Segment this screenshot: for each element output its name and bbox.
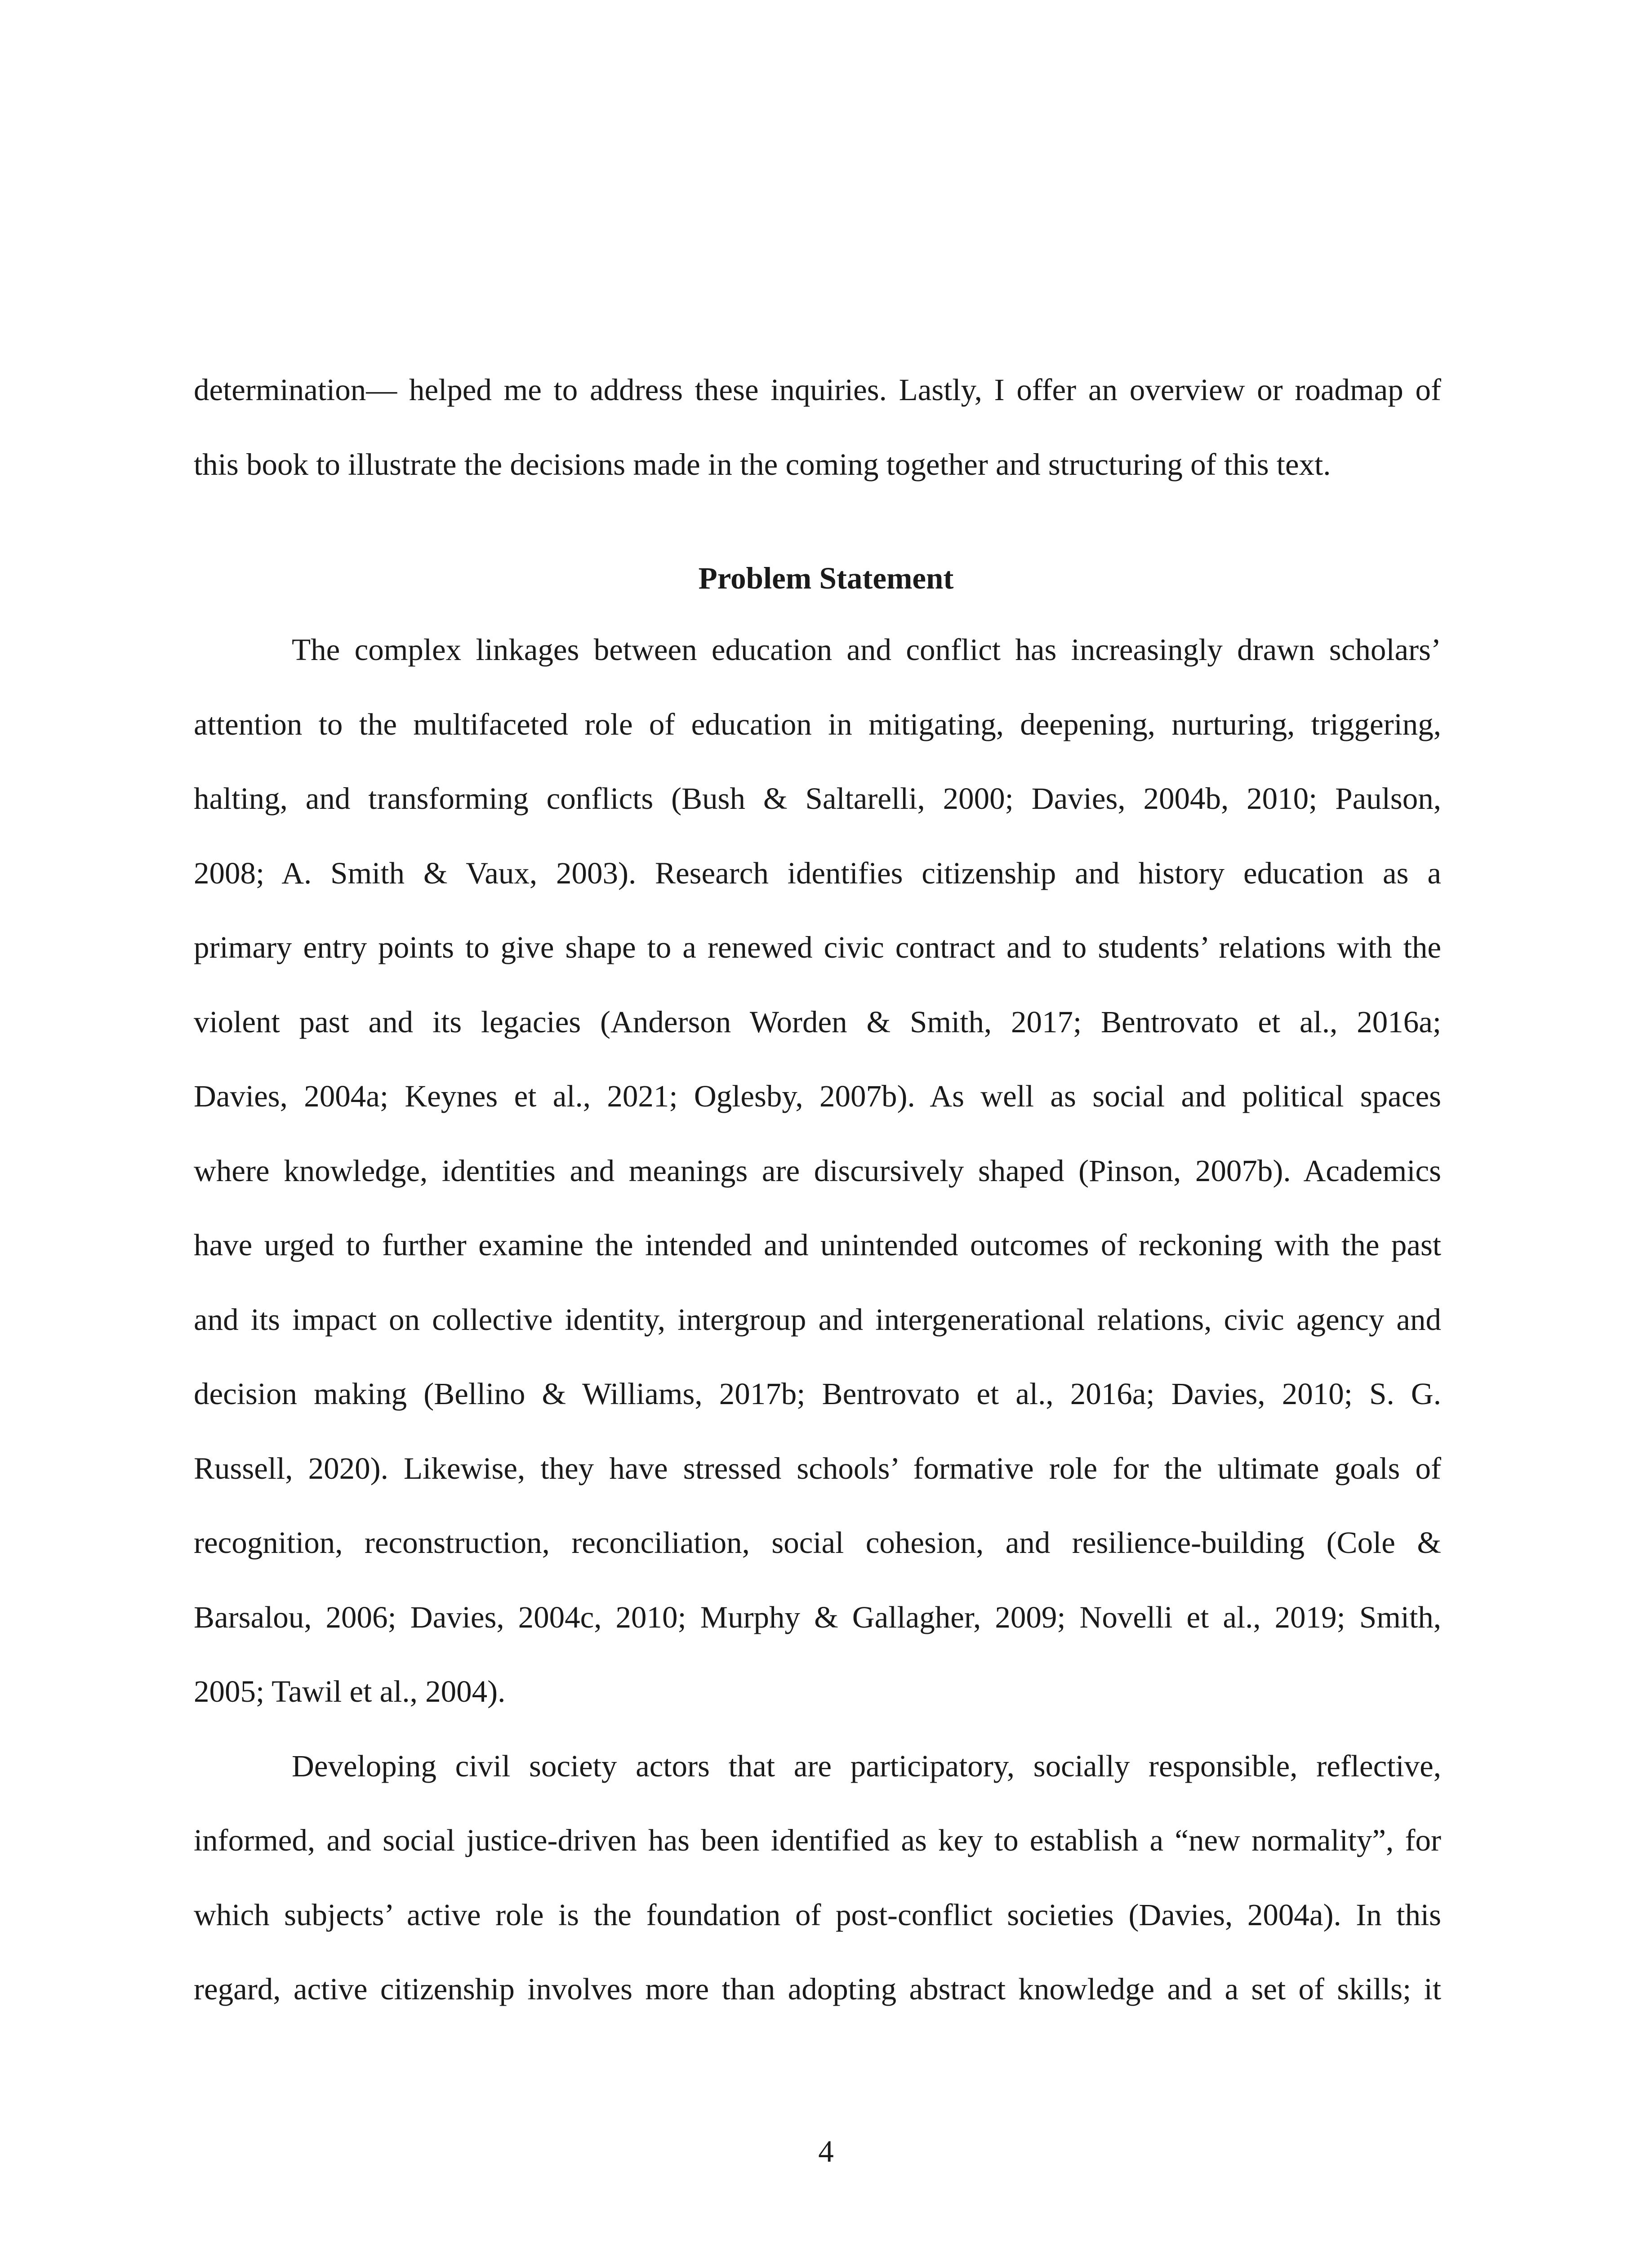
text-line: regard, active citizenship involves more than adopting abstract knowledge and a set of skills; it — [194, 1972, 1441, 2006]
body-text — [194, 613, 1441, 2027]
text-line: Barsalou, 2006; Davies, 2004c, 2010; Murphy & Gallagher, 2009; Novelli et al., 2019; Smith, — [194, 1600, 1441, 1634]
text-line: violent past and its legacies (Anderson Worden & Smith, 2017; Bentrovato et al., 2016a; — [194, 1004, 1441, 1039]
page-number: 4 — [818, 2134, 834, 2168]
text-line: The complex linkages between education and conflict has increasingly drawn scholars’ — [292, 633, 1441, 667]
text-line: where knowledge, identities and meanings are discursively shaped (Pinson, 2007b). Academics — [194, 1153, 1441, 1188]
text-line: decision making (Bellino & Williams, 2017b; Bentrovato et al., 2016a; Davies, 2010; S. G. — [194, 1377, 1441, 1411]
text-line: Russell, 2020). Likewise, they have stressed schools’ formative role for the ultimate goals of — [194, 1451, 1441, 1485]
text-line: primary entry points to give shape to a renewed civic contract and to students’ relations with the — [194, 930, 1441, 964]
text-line: halting, and transforming conflicts (Bush & Saltarelli, 2000; Davies, 2004b, 2010; Paulson, — [194, 781, 1441, 816]
text-line: 2005; Tawil et al., 2004). — [194, 1674, 506, 1708]
text-line: and its impact on collective identity, intergroup and intergenerational relations, civic agency and — [194, 1302, 1441, 1337]
text-line: this book to illustrate the decisions made in the coming together and structuring of this text. — [194, 447, 1331, 482]
section-heading: Problem Statement — [698, 561, 954, 595]
paragraph-civil-society — [194, 1729, 1441, 2027]
intro-paragraph — [194, 353, 1441, 502]
text-line: informed, and social justice-driven has been identified as key to establish a “new normality”, for — [194, 1823, 1441, 1857]
text-line: attention to the multifaceted role of education in mitigating, deepening, nurturing, triggering, — [194, 707, 1441, 741]
text-line: recognition, reconstruction, reconciliation, social cohesion, and resilience-building (Cole & — [194, 1525, 1441, 1560]
paragraph-problem-statement — [194, 613, 1441, 1729]
text-line: have urged to further examine the intended and unintended outcomes of reckoning with the past — [194, 1228, 1441, 1262]
text-line: 2008; A. Smith & Vaux, 2003). Research identifies citizenship and history education as a — [194, 856, 1441, 890]
text-line: Developing civil society actors that are participatory, socially responsible, reflective, — [292, 1748, 1441, 1783]
text-line: which subjects’ active role is the foundation of post-conflict societies (Davies, 2004a). In this — [194, 1897, 1441, 1932]
text-line: determination— helped me to address these inquiries. Lastly, I offer an overview or roadmap of — [194, 373, 1441, 407]
text-line: Davies, 2004a; Keynes et al., 2021; Oglesby, 2007b). As well as social and political spaces — [194, 1079, 1441, 1113]
